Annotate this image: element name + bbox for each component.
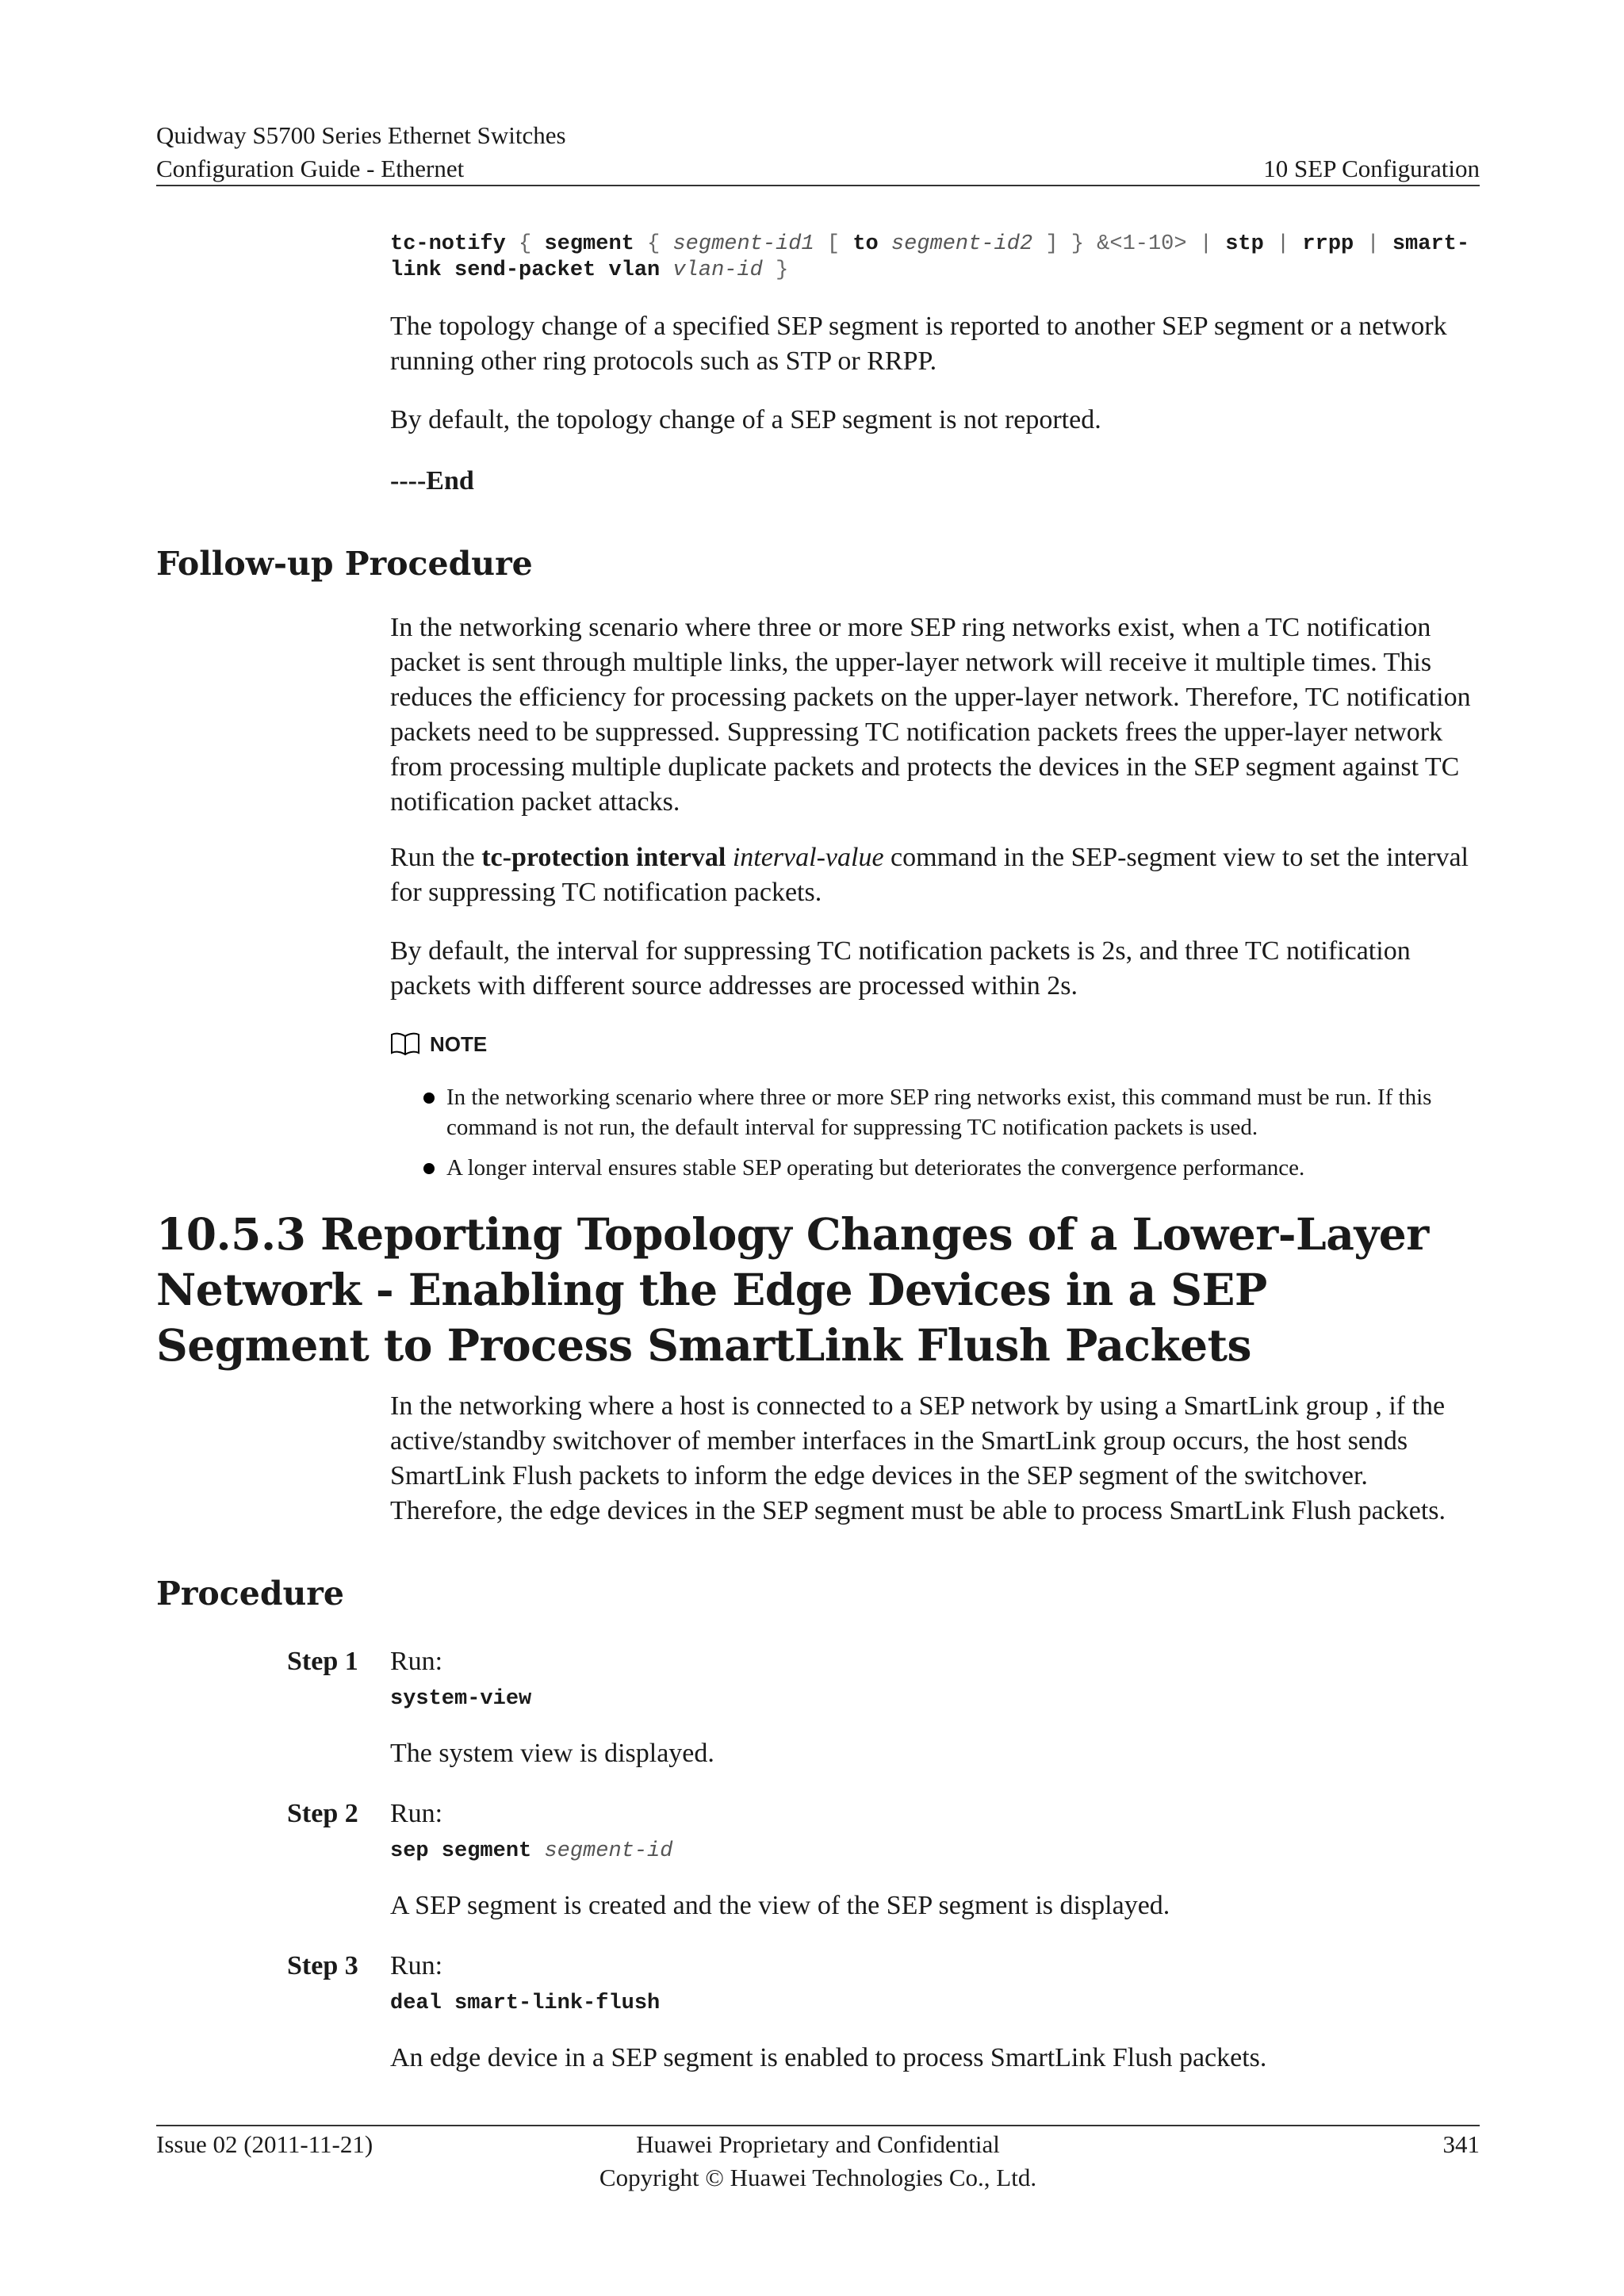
note-label: NOTE: [430, 1032, 488, 1056]
step-command: system-view: [390, 1687, 532, 1711]
section-title: 10.5.3 Reporting Topology Changes of a Lower-Layer Network - Enabling the Edge Devices in a SEP Segment to Process SmartLink Flush Packets: [156, 1208, 1429, 1371]
section-intro: In the networking where a host is connected to a SEP network by using a SmartLink group , if the active/standby switchover of member interfaces in the SmartLink group occurs, the host sends SmartLink Flush packets to inform the edge devices in the SEP segment of the switchover. Therefore, the edge devices in the SEP segment must be able to process SmartLink Flush packets.: [390, 1391, 1446, 1525]
header-rule: [156, 185, 1480, 186]
header-guide: Configuration Guide - Ethernet: [156, 155, 465, 182]
header-product: Quidway S5700 Series Ethernet Switches: [156, 121, 566, 149]
end-marker: ----End: [390, 466, 474, 496]
step-command: sep segment segment-id: [390, 1839, 673, 1863]
followup-heading: Follow-up Procedure: [156, 545, 533, 583]
header-chapter: 10 SEP Configuration: [1263, 155, 1480, 182]
step-run: Run:: [390, 1799, 443, 1828]
procedure-heading: Procedure: [156, 1575, 344, 1613]
step-description: The system view is displayed.: [390, 1739, 714, 1768]
step-run: Run:: [390, 1951, 443, 1980]
footer-issue: Issue 02 (2011-11-21): [156, 2130, 373, 2158]
step-label: Step 2: [287, 1799, 358, 1828]
page-number: 341: [1442, 2130, 1480, 2158]
page-header: [156, 119, 1480, 186]
step-description: An edge device in a SEP segment is enabled to process SmartLink Flush packets.: [390, 2043, 1267, 2072]
step-label: Step 3: [287, 1951, 358, 1980]
note-header: [390, 1031, 487, 1058]
note-item: A longer interval ensures stable SEP operating but deteriorates the convergence performance.: [446, 1153, 1480, 1183]
step-run: Run:: [390, 1647, 443, 1676]
command-name: tc-protection interval: [481, 843, 726, 872]
followup-paragraph-1: In the networking scenario where three or more SEP ring networks exist, when a TC notification packet is sent through multiple links, the upper-layer network will receive it multiple times. This reduces the efficiency for processing packets on the upper-layer network. Therefore, TC notification packets need to be suppressed. Suppressing TC notification packets frees the upper-layer network from processing multiple duplicate packets and protects the devices in the SEP segment against TC notification packet attacks.: [390, 613, 1471, 817]
topology-change-paragraph: The topology change of a specified SEP segment is reported to another SEP segment or a network running other ring protocols such as STP or RRPP.: [390, 312, 1447, 376]
bullet-icon: [423, 1163, 435, 1174]
step-label: Step 1: [287, 1647, 358, 1676]
footer-rule: [156, 2125, 1480, 2126]
footer-copyright: Huawei Proprietary and Confidential Copyright © Huawei Technologies Co., Ltd.: [599, 2130, 1037, 2191]
book-icon: [390, 1031, 420, 1057]
tc-notify-command: tc-notify { segment { segment-id1 [ to segment-id2 ] } &<1-10> | stp | rrpp | smart- link send-packet vlan vlan-id }: [390, 232, 1470, 282]
note-item: In the networking scenario where three or more SEP ring networks exist, this command must be run. If this command is not run, the default interval for suppressing TC notification packets is used.: [446, 1082, 1480, 1142]
followup-paragraph-2: Run the tc-protection interval interval-value command in the SEP-segment view to set the interval for suppressing TC notification packets.: [390, 843, 1469, 907]
followup-paragraph-3: By default, the interval for suppressing TC notification packets is 2s, and three TC notification packets with different source addresses are processed within 2s.: [390, 936, 1411, 1001]
step-command: deal smart-link-flush: [390, 1992, 661, 2015]
command-argument: interval-value: [732, 843, 884, 872]
default-paragraph: By default, the topology change of a SEP segment is not reported.: [390, 405, 1101, 434]
step-description: A SEP segment is created and the view of the SEP segment is displayed.: [390, 1891, 1170, 1920]
bullet-icon: [423, 1093, 435, 1104]
